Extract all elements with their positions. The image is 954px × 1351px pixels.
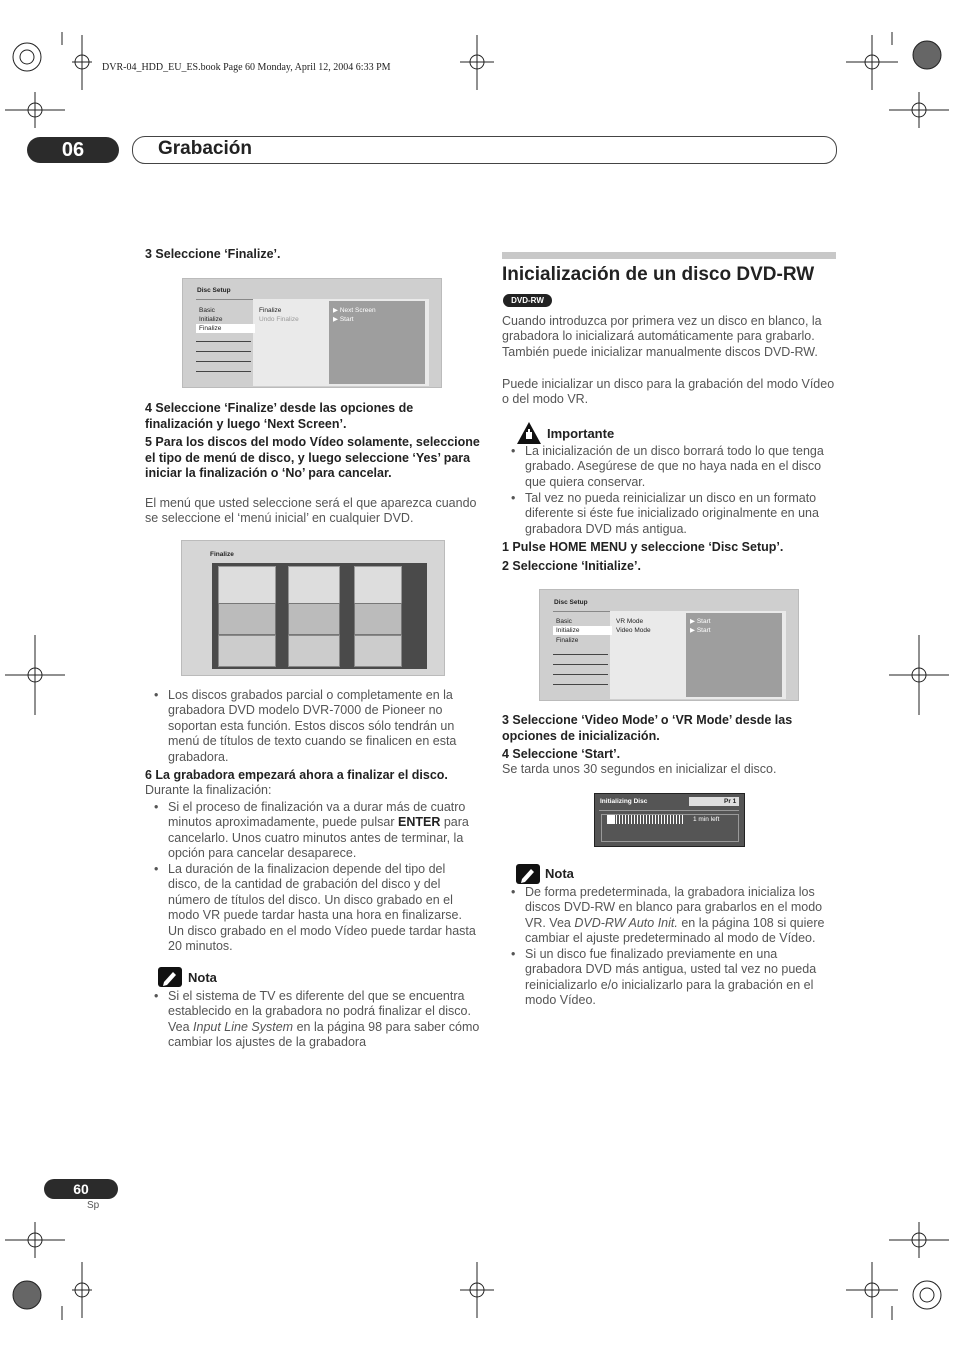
bullet-dvr7000-text: Los discos grabados parcial o completamente en la grabadora DVD modelo DVR-7000 de Pioneer no soportan esta función. Estos discos sólo tendrán un menú de títulos de texto cuando se finalicen en esta grabadora. bbox=[168, 688, 457, 764]
screen-3-vr-mode: VR Mode bbox=[616, 618, 644, 625]
nota-left-title: Nota bbox=[188, 970, 217, 985]
chapter-title: Grabación bbox=[158, 138, 252, 159]
nota-right-bullet-1: • De forma predeterminada, la grabadora inicializa los discos DVD-RW en blanco para grabarlos en el modo VR. Vea DVD-RW Auto Init. en la página 108 si quiere cambiar el ajuste predeterminado al modo de Vídeo. bbox=[511, 885, 825, 946]
initializing-screen bbox=[594, 793, 745, 847]
bullet-duration: • La duración de la finalizacion depende del tipo del disco, de la cantidad de grabación del disco y del número de títulos del disco. Un disco grabado en el modo VR puede tardar hasta una hora en finalizarse. Un disco grabado en el modo Vídeo puede tardar hasta 20 minutos. bbox=[154, 862, 476, 954]
finalize-screen bbox=[181, 540, 445, 676]
progress-bar bbox=[607, 815, 683, 824]
step-1-right: 1 Pulse HOME MENU y seleccione ‘Disc Setup’. bbox=[502, 540, 784, 554]
importante-bullet-1: • La inicialización de un disco borrará todo lo que tenga grabado. Asegúrese de que no haya nada en el disco que quiera conservar. bbox=[511, 444, 824, 489]
step-5-left: 5 Para los discos del modo Vídeo solamente, seleccione el tipo de menú de disco, y luego seleccione ‘Yes’ para iniciar la finalización o ‘No’ para cancelar. bbox=[145, 435, 480, 480]
intro-para-2: Puede inicializar un disco para la grabación del modo Vídeo o del modo VR. bbox=[502, 377, 835, 407]
step-5-body: El menú que usted seleccione será el que aparezca cuando se seleccione el ‘menú inicial’ en cualquier DVD. bbox=[145, 496, 477, 526]
time-remaining: 1 min left bbox=[693, 816, 720, 823]
screen-3-title: Disc Setup bbox=[554, 599, 588, 606]
screen-3-start-vr: Start bbox=[696, 618, 711, 625]
enter-key: ENTER bbox=[398, 815, 441, 830]
dvd-rw-tag: DVD-RW bbox=[503, 294, 552, 307]
section-rule bbox=[502, 252, 836, 259]
chapter-number: 06 bbox=[27, 137, 119, 163]
screen-1-menu-basic: Basic bbox=[199, 307, 215, 314]
pencil-icon bbox=[158, 967, 182, 987]
book-info-line: DVR-04_HDD_EU_ES.book Page 60 Monday, April 12, 2004 6:33 PM bbox=[102, 62, 391, 73]
bullet-dvr7000: • Los discos grabados parcial o completamente en la grabadora DVD modelo DVR-7000 de Pioneer no soportan esta función. Estos discos sólo tendrán un menú de títulos de texto cuando se finalicen en esta grabadora. bbox=[154, 688, 457, 764]
disc-setup-screen-1: Disc Setup Basic Initialize Finalize Finalize Undo Finalize ▶ Next Screen ▶ Start bbox=[182, 278, 442, 388]
step-4-left: 4 Seleccione ‘Finalize’ desde las opciones de finalización y luego ‘Next Screen’. bbox=[145, 401, 414, 431]
importante-bullet-2: • Tal vez no pueda reinicializar un disco en un formato diferente si éste fue inicializado originalmente en una grabadora DVD más antigua. bbox=[511, 491, 819, 536]
intro-para-1: Cuando introduzca por primera vez un disco en blanco, la grabadora lo inicializará automáticamente para grabarlo. También puede inicializar manualmente discos DVD-RW. bbox=[502, 314, 822, 359]
step-2-right: 2 Seleccione ‘Initialize’. bbox=[502, 559, 641, 573]
step-6-left: 6 La grabadora empezará ahora a finalizar el disco. bbox=[145, 768, 448, 782]
screen-1-next-screen: Next Screen bbox=[339, 307, 376, 314]
screen-3-menu-basic: Basic bbox=[556, 618, 572, 625]
disc-setup-screen-2: Disc Setup Basic Initialize Finalize VR Mode Video Mode ▶ Start ▶ Start bbox=[539, 589, 799, 701]
step-3-left: 3 Seleccione ‘Finalize’. bbox=[145, 247, 281, 261]
initializing-title: Initializing Disc bbox=[600, 798, 648, 805]
screen-1-title: Disc Setup bbox=[197, 287, 231, 294]
nota-right-title: Nota bbox=[545, 866, 574, 881]
page-number: 60 bbox=[44, 1179, 118, 1199]
pencil-icon bbox=[516, 864, 540, 884]
step-3-right: 3 Seleccione ‘Video Mode’ o ‘VR Mode’ desde las opciones de inicialización. bbox=[502, 713, 793, 743]
step-4-body: Se tarda unos 30 segundos en inicializar el disco. bbox=[502, 762, 777, 776]
screen-1-option-undo: Undo Finalize bbox=[259, 316, 299, 323]
bullet-cancel: • Si el proceso de finalización va a durar más de cuatro minutos aproximadamente, puede pulsar ENTER para cancelarlo. Unos cuatro minutos antes de terminar, la opción para cancelar desaparece. bbox=[154, 800, 469, 861]
importante-title: Importante bbox=[547, 426, 615, 441]
screen-1-start: Start bbox=[339, 316, 354, 323]
warning-hand-icon bbox=[516, 421, 542, 445]
step-6-body: Durante la finalización: bbox=[145, 783, 272, 797]
nota-left-text: • Si el sistema de TV es diferente del que se encuentra establecido en la grabadora no podrá finalizar el disco. Vea Input Line System en la página 98 para saber cómo cambiar los ajustes de la grabadora bbox=[154, 989, 480, 1050]
section-title: Inicialización de un disco DVD-RW bbox=[502, 264, 815, 285]
screen-3-menu-initialize: Initialize bbox=[553, 626, 612, 635]
screen-3-video-mode: Video Mode bbox=[616, 627, 651, 634]
finalize-screen-title: Finalize bbox=[210, 551, 234, 558]
nota-right-bullet-2: • Si un disco fue finalizado previamente en una grabadora DVD más antigua, usted tal vez no pueda reinicializarlo e/o inicializarlo para la grabación en el modo Vídeo. bbox=[511, 947, 817, 1008]
program-number: Pr 1 bbox=[724, 798, 737, 805]
language-code: Sp bbox=[87, 1200, 100, 1211]
screen-1-menu-initialize: Initialize bbox=[199, 316, 223, 323]
step-4-right: 4 Seleccione ‘Start’. bbox=[502, 747, 621, 761]
screen-3-start-video: Start bbox=[696, 627, 711, 634]
screen-1-menu-finalize: Finalize bbox=[196, 324, 255, 333]
screen-1-option-finalize: Finalize bbox=[259, 307, 282, 314]
screen-3-menu-finalize: Finalize bbox=[556, 637, 579, 644]
